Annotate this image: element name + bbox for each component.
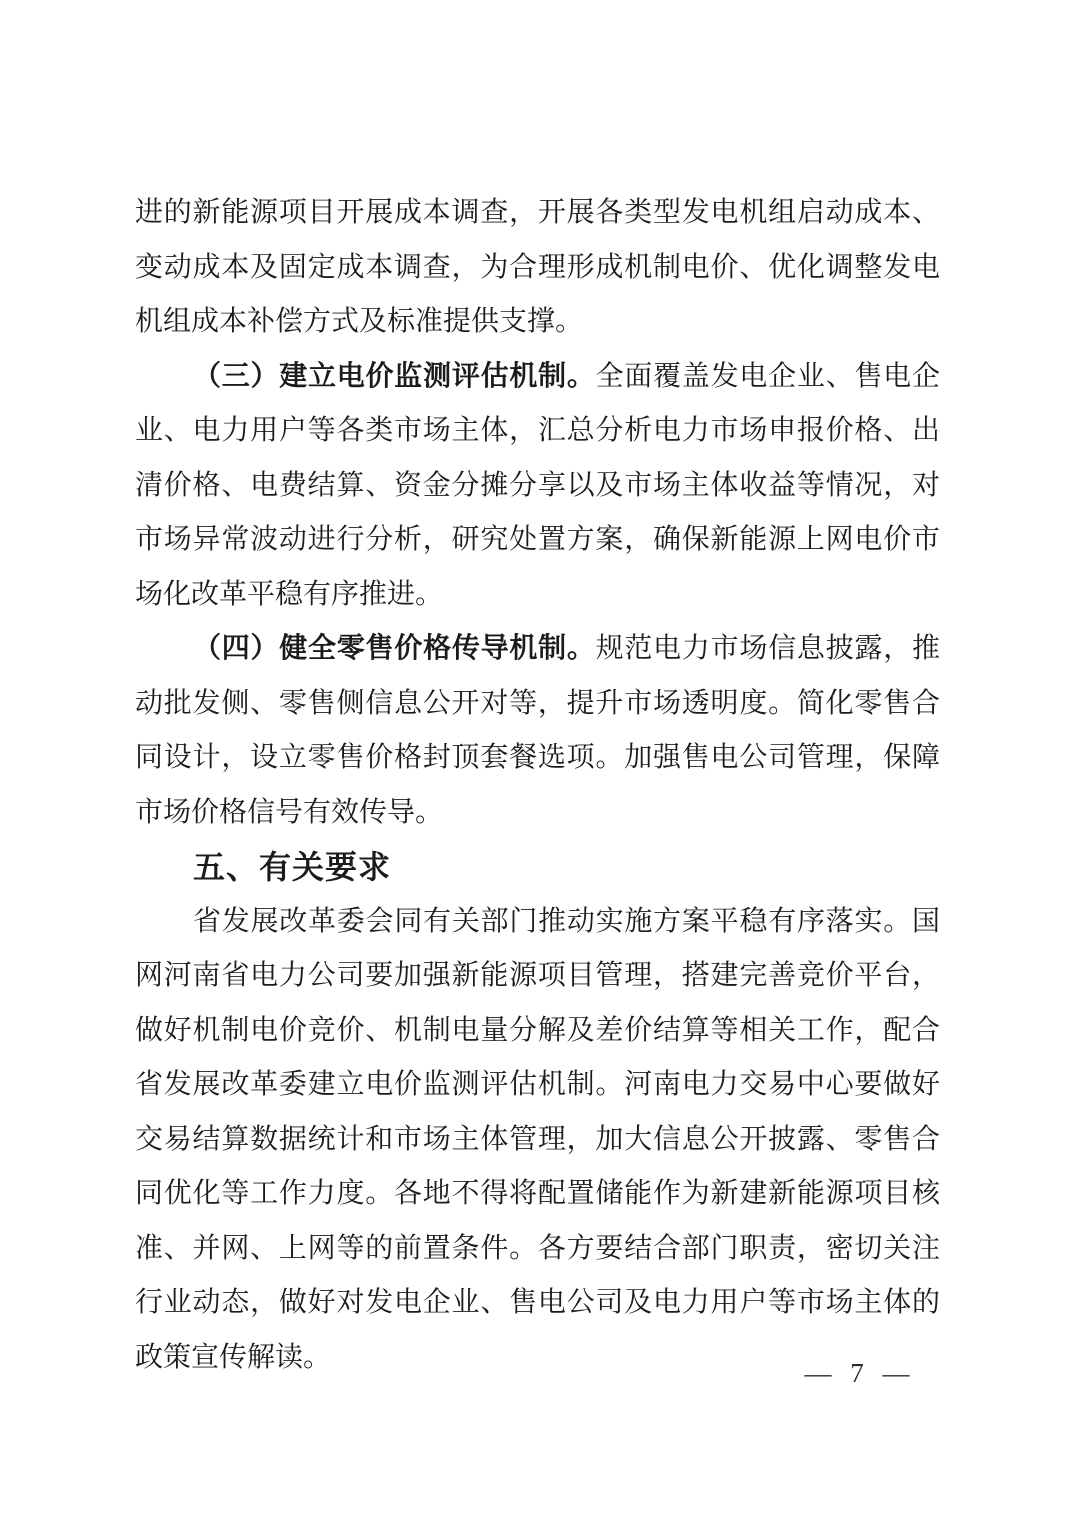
text-line: 做好机制电价竞价、机制电量分解及差价结算等相关工作，配合 bbox=[135, 1014, 940, 1046]
text-line: 交易结算数据统计和市场主体管理，加大信息公开披露、零售合 bbox=[135, 1123, 940, 1155]
clause-4-heading: （四）健全零售价格传导机制。 bbox=[193, 633, 596, 664]
text-line bbox=[135, 622, 940, 677]
text-line bbox=[135, 350, 940, 405]
document-body bbox=[135, 186, 940, 1385]
text-line: 网河南省电力公司要加强新能源项目管理，搭建完善竞价平台， bbox=[135, 960, 940, 991]
text-line: 省发展改革委会同有关部门推动实施方案平稳有序落实。国 bbox=[193, 905, 940, 937]
text-line: 省发展改革委建立电价监测评估机制。河南电力交易中心要做好 bbox=[135, 1069, 940, 1100]
text-line: 市场异常波动进行分析，研究处置方案，确保新能源上网电价市 bbox=[135, 524, 940, 555]
text-line: 市场价格信号有效传导。 bbox=[135, 796, 444, 828]
clause-3-heading: （三）建立电价监测评估机制。 bbox=[193, 360, 596, 392]
text-line: 同优化等工作力度。各地不得将配置储能作为新建新能源项目核 bbox=[135, 1178, 940, 1209]
page-number: — 7 — bbox=[804, 1358, 916, 1388]
section-heading: 五、有关要求 bbox=[193, 849, 392, 885]
line-text: 规范电力市场信息披露，推 bbox=[595, 633, 940, 664]
text-line: 进的新能源项目开展成本调查，开展各类型发电机组启动成本、 bbox=[135, 197, 940, 228]
text-line: 动批发侧、零售侧信息公开对等，提升市场透明度。简化零售合 bbox=[135, 687, 940, 719]
text-line: 准、并网、上网等的前置条件。各方要结合部门职责，密切关注 bbox=[135, 1232, 940, 1264]
text-line: 机组成本补偿方式及标准提供支撑。 bbox=[135, 306, 584, 337]
text-line: 政策宣传解读。 bbox=[135, 1341, 332, 1373]
text-line: 同设计，设立零售价格封顶套餐选项。加强售电公司管理，保障 bbox=[135, 742, 940, 773]
line-text: 全面覆盖发电企业、售电企 bbox=[595, 360, 940, 392]
text-line: 变动成本及固定成本调查，为合理形成机制电价、优化调整发电 bbox=[135, 251, 940, 283]
text-line: 行业动态，做好对发电企业、售电公司及电力用户等市场主体的 bbox=[135, 1287, 940, 1318]
text-line: 业、电力用户等各类市场主体，汇总分析电力市场申报价格、出 bbox=[135, 415, 940, 446]
text-line: 场化改革平稳有序推进。 bbox=[135, 578, 444, 610]
text-line: 清价格、电费结算、资金分摊分享以及市场主体收益等情况，对 bbox=[135, 469, 940, 501]
